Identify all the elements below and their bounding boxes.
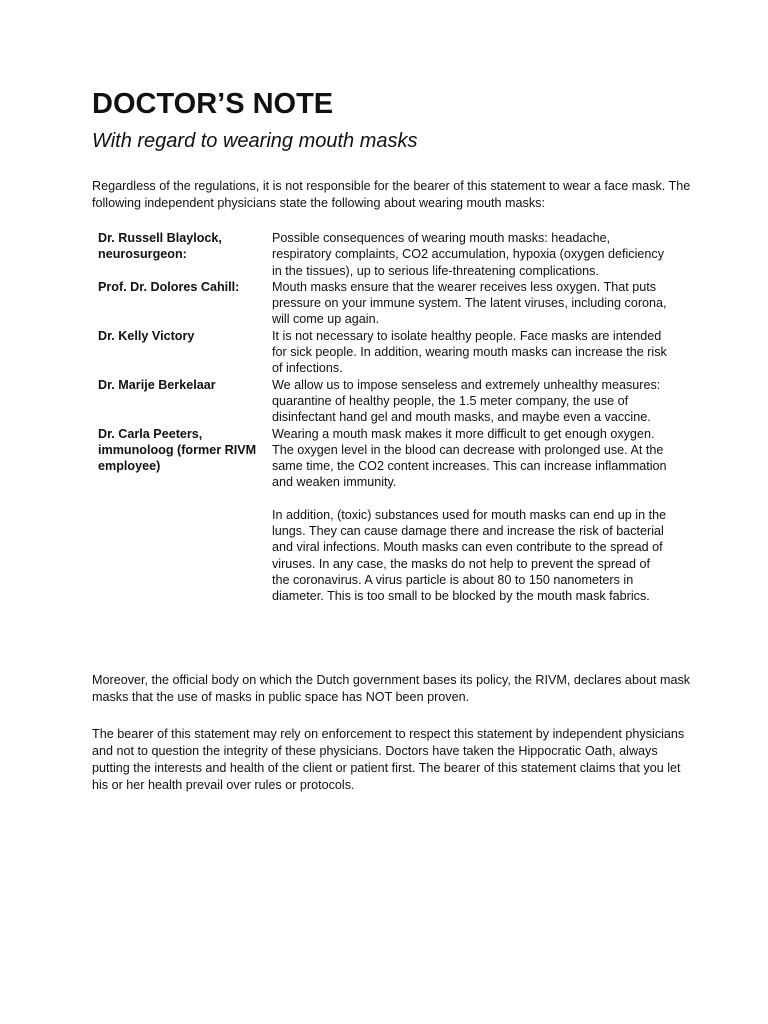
physician-statement: It is not necessary to isolate healthy people. Face masks are intended for sick people. In addition, wearing mouth masks can increase the risk of infections. (272, 328, 667, 376)
physician-name: Dr. Russell Blaylock, neurosurgeon: (98, 231, 222, 262)
intro-paragraph: Regardless of the regulations, it is not responsible for the bearer of this statement to wear a face mask. The following independent physicians state the following about wearing mouth masks: (92, 179, 691, 210)
physician-statement: Possible consequences of wearing mouth masks: headache, respiratory complaints, CO2 accumulation, hypoxia (oxygen deficiency in the tissues), up to serious life-threatening complications. (272, 231, 664, 278)
physician-statement: We allow us to impose senseless and extremely unhealthy measures: quarantine of healthy people, the 1.5 meter company, the use of disinfectant hand gel and mouth masks, and maybe even a vaccine. (272, 377, 661, 425)
physician-name: Prof. Dr. Dolores Cahill: (98, 279, 240, 294)
physician-statement: Mouth masks ensure that the wearer receives less oxygen. That puts pressure on your immune system. The latent viruses, including corona, will come up again. (272, 279, 667, 327)
table-row (92, 230, 674, 279)
page-subtitle: With regard to wearing mouth masks (92, 130, 418, 152)
physician-name: Dr. Marije Berkelaar (98, 377, 216, 392)
physician-name: Dr. Carla Peeters, immunoloog (former RIVM employee) (98, 426, 257, 474)
paragraph-gap (272, 491, 670, 507)
physician-statement-continued: In addition, (toxic) substances used for mouth masks can end up in the lungs. They can cause damage there and increase the risk of bacterial and viral infections. Mouth masks can even contribute to the spread of viruses. In any case, the masks do not help to prevent the spread of the coronavirus. A virus particle is about 80 to 150 nanometers in diameter. This is too small to be blocked by the mouth mask fabrics. (272, 507, 667, 604)
table-row (92, 328, 674, 377)
rivm-paragraph: Moreover, the official body on which the Dutch government bases its policy, the RIVM, declares about mask masks that the use of masks in public space has NOT been proven. (92, 673, 691, 704)
physician-statements-table (92, 230, 674, 605)
table-row (92, 377, 674, 426)
physician-statement-cell (272, 426, 674, 605)
bearer-paragraph: The bearer of this statement may rely on enforcement to respect this statement by independent physicians and not to question the integrity of these physicians. Doctors have taken the Hippocratic Oath, always putting the interests and health of the client or patient first. The bearer of this statement claims that you let his or her health prevail over rules or protocols. (92, 727, 685, 792)
page-title: DOCTOR’S NOTE (92, 88, 334, 120)
physician-statement: Wearing a mouth mask makes it more difficult to get enough oxygen. The oxygen level in the blood can decrease with prolonged use. At the same time, the CO2 content increases. This can increase inflammation and weaken immunity. (272, 426, 667, 490)
table-row (92, 426, 674, 605)
physician-name: Dr. Kelly Victory (98, 328, 195, 343)
table-row (92, 279, 674, 328)
